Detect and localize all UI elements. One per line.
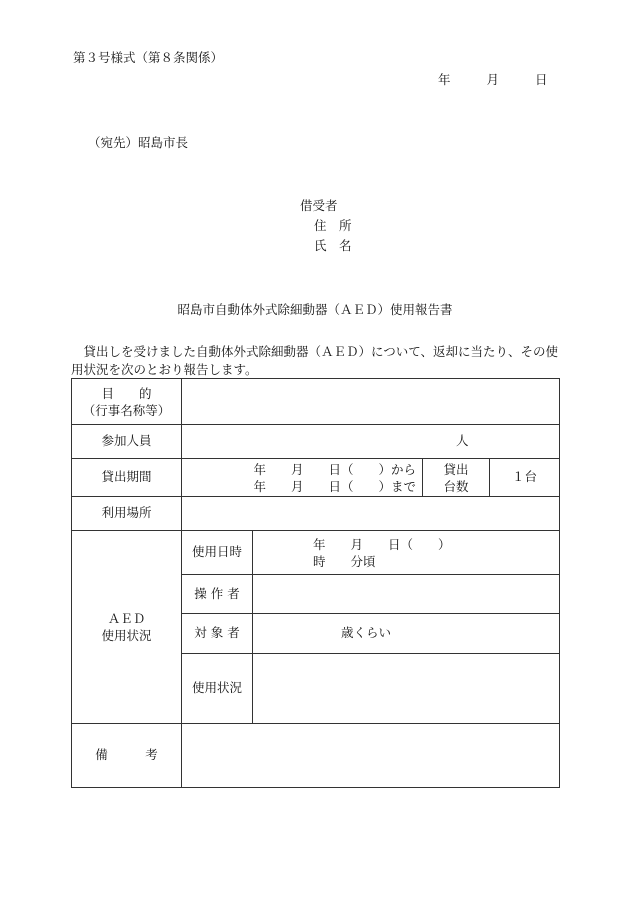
loan-count-label: 貸出 台数 (423, 459, 490, 497)
loan-period-to: 年 月 日（ ）まで (253, 478, 416, 494)
use-datetime-row (72, 531, 560, 575)
remarks-row (72, 724, 560, 788)
remarks-label: 備 考 (72, 724, 182, 788)
purpose-row (72, 379, 560, 425)
usage-label: 使用状況 (182, 654, 253, 724)
form-number: 第３号様式（第８条関係） (73, 50, 224, 65)
loan-period-field[interactable] (182, 459, 423, 497)
recipient: （宛先）昭島市長 (88, 135, 189, 150)
report-date (438, 72, 547, 89)
loan-count-value: １台 (490, 459, 560, 497)
participants-field[interactable] (182, 425, 560, 459)
use-datetime-label: 使用日時 (182, 531, 253, 575)
loan-period-from: 年 月 日（ ）から (253, 461, 416, 477)
place-row (72, 497, 560, 531)
borrower-label: 借受者 (300, 198, 338, 213)
subject-label: 対 象 者 (182, 614, 253, 654)
usage-field[interactable] (253, 654, 560, 724)
name-label: 氏 名 (314, 238, 352, 253)
subject-field[interactable] (253, 614, 560, 654)
purpose-field[interactable] (182, 379, 560, 425)
operator-label: 操 作 者 (182, 575, 253, 614)
report-table (71, 378, 560, 788)
borrower-block (300, 196, 352, 256)
participants-label: 参加人員 (72, 425, 182, 459)
subject-age: 歳くらい (341, 625, 392, 641)
aed-usage-section-label: ＡＥＤ 使用状況 (72, 531, 182, 724)
loan-period-label: 貸出期間 (72, 459, 182, 497)
remarks-field[interactable] (182, 724, 560, 788)
operator-field[interactable] (253, 575, 560, 614)
intro-text: 貸出しを受けました自動体外式除細動器（ＡＥＤ）について、返却に当たり、その使用状況を次のとおり報告します。 (71, 344, 559, 377)
address-label: 住 所 (314, 218, 352, 233)
date-year: 年 (438, 72, 451, 87)
purpose-label: 目 的 （行事名称等） (72, 379, 182, 425)
use-datetime-field[interactable] (253, 531, 560, 575)
place-field[interactable] (182, 497, 560, 531)
use-time: 時 分頃 (313, 553, 376, 569)
loan-period-row (72, 459, 560, 497)
use-date: 年 月 日（ ） (313, 536, 451, 552)
date-day: 日 (534, 72, 548, 87)
date-month: 月 (486, 72, 499, 87)
place-label: 利用場所 (72, 497, 182, 531)
participants-row (72, 425, 560, 459)
document-title: 昭島市自動体外式除細動器（ＡＥＤ）使用報告書 (177, 302, 453, 317)
participants-unit: 人 (456, 433, 469, 449)
